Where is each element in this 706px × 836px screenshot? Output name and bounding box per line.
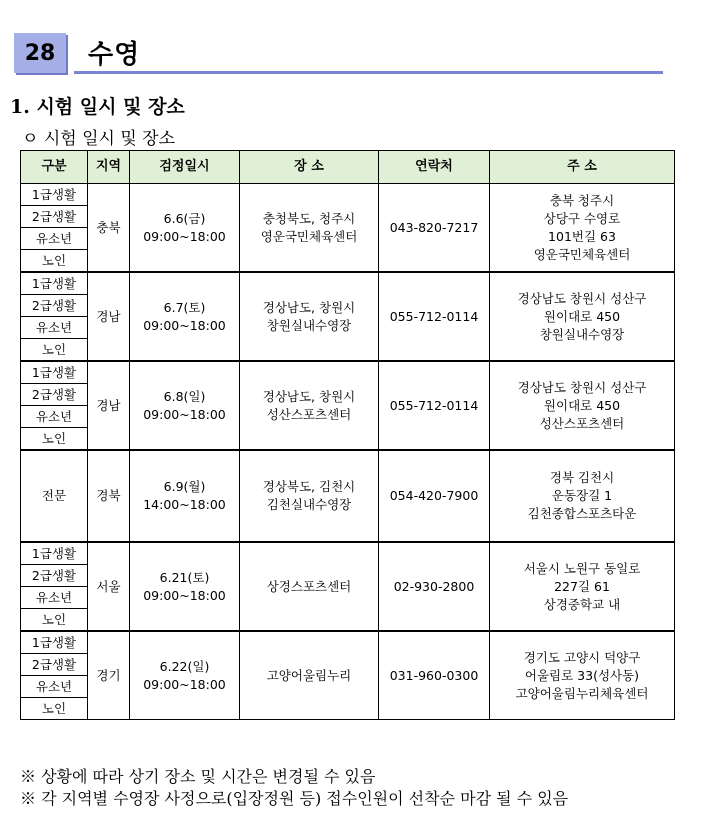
level-cell: 유소년 [21,228,88,250]
level-cell: 노인 [21,339,88,362]
col-header-contact: 연락처 [379,151,490,184]
col-header-datetime: 검정일시 [130,151,240,184]
contact-cell: 031-960-0300 [379,631,490,720]
address-line: 영운국민체육센터 [533,246,631,262]
address-line: 경상남도 창원시 성산구 [517,379,647,395]
region-cell: 충북 [88,184,130,273]
level-cell: 1급생활 [21,361,88,384]
datetime-cell [130,450,240,542]
region-cell: 서울 [88,542,130,631]
exam-time: 14:00~18:00 [143,497,226,512]
address-line: 상당구 수영로 [543,210,621,226]
address-line: 경상남도 창원시 성산구 [517,290,647,306]
level-cell: 노인 [21,250,88,273]
col-header-place: 장 소 [240,151,379,184]
address-cell [490,272,675,361]
address-line: 창원실내수영장 [539,326,625,342]
table-row [21,542,675,565]
level-cell: 유소년 [21,317,88,339]
place-cell [240,184,379,273]
level-cell: 노인 [21,698,88,720]
level-cell: 2급생활 [21,654,88,676]
place-line: 고양어울림누리 [266,667,352,683]
level-cell: 1급생활 [21,542,88,565]
level-cell: 노인 [21,428,88,451]
datetime-cell [130,542,240,631]
level-cell: 2급생활 [21,206,88,228]
place-line: 상경스포츠센터 [266,578,352,594]
level-cell: 2급생활 [21,295,88,317]
col-header-address: 주 소 [490,151,675,184]
exam-time: 09:00~18:00 [143,587,226,603]
table-row [21,450,675,542]
exam-time: 09:00~18:00 [143,228,226,244]
exam-date: 6.7(토) [163,299,206,315]
address-line: 원이대로 450 [543,397,621,413]
place-line: 김천실내수영장 [266,497,352,512]
address-line: 김천종합스포츠타운 [527,506,637,521]
region-cell: 경기 [88,631,130,720]
section-number-badge: 28 [14,33,66,73]
title-underline [74,71,663,74]
address-line: 어울림로 33(성사동) [524,667,640,683]
level-cell: 2급생활 [21,384,88,406]
place-line: 경상남도, 창원시 [262,388,356,404]
col-header-region: 지역 [88,151,130,184]
exam-time: 09:00~18:00 [143,676,226,692]
datetime-cell [130,361,240,450]
address-line: 경기도 고양시 덕양구 [523,649,641,665]
place-line: 경상북도, 김천시 [262,479,356,494]
exam-date: 6.8(일) [163,388,206,404]
page-title: 수영 [88,40,141,70]
level-cell: 1급생활 [21,272,88,295]
contact-cell: 055-712-0114 [379,361,490,450]
address-line: 상경중학교 내 [543,596,621,612]
level-cell: 1급생활 [21,184,88,206]
level-cell: 유소년 [21,587,88,609]
address-line: 충북 청주시 [549,192,615,208]
schedule-table [20,150,675,720]
exam-time: 09:00~18:00 [143,406,226,422]
address-cell [490,631,675,720]
address-line: 경북 김천시 [549,470,615,485]
region-cell: 경남 [88,272,130,361]
place-line: 창원실내수영장 [266,317,352,333]
note-line: ※ 상황에 따라 상기 장소 및 시간은 변경될 수 있음 [20,767,376,786]
level-cell: 2급생활 [21,565,88,587]
address-line: 101번길 63 [548,228,616,244]
contact-cell: 043-820-7217 [379,184,490,273]
datetime-cell [130,184,240,273]
place-line: 영운국민체육센터 [260,228,358,244]
table-header-row [21,151,675,184]
address-line: 성산스포츠센터 [539,415,625,431]
place-cell [240,361,379,450]
level-cell: 1급생활 [21,631,88,654]
exam-date: 6.21(토) [159,569,210,585]
table-row [21,631,675,654]
place-line: 경상남도, 창원시 [262,299,356,315]
level-cell: 유소년 [21,676,88,698]
address-cell [490,450,675,542]
address-line: 원이대로 450 [543,308,621,324]
place-line: 충청북도, 청주시 [262,210,356,226]
section-heading: 1. 시험 일시 및 장소 [10,96,185,118]
contact-cell: 054-420-7900 [379,450,490,542]
table-row [21,361,675,384]
subsection-heading: ㅇ 시험 일시 및 장소 [22,129,175,149]
place-cell [240,542,379,631]
exam-date: 6.6(금) [163,210,206,226]
datetime-cell [130,272,240,361]
table-body [21,184,675,720]
address-cell [490,184,675,273]
level-cell: 전문 [21,450,88,542]
place-cell [240,272,379,361]
col-header-category: 구분 [21,151,88,184]
contact-cell: 02-930-2800 [379,542,490,631]
address-line: 서울시 노원구 동일로 [523,560,641,576]
address-line: 227길 61 [554,578,610,594]
exam-time: 09:00~18:00 [143,317,226,333]
level-cell: 유소년 [21,406,88,428]
place-cell [240,631,379,720]
address-cell [490,542,675,631]
table-row [21,272,675,295]
exam-date: 6.22(일) [159,658,210,674]
contact-cell: 055-712-0114 [379,272,490,361]
address-cell [490,361,675,450]
level-cell: 노인 [21,609,88,632]
place-line: 성산스포츠센터 [266,406,352,422]
place-cell [240,450,379,542]
address-line: 고양어울림누리체육센터 [515,685,649,701]
table-row [21,184,675,206]
address-line: 운동장길 1 [551,488,613,503]
region-cell: 경북 [88,450,130,542]
exam-date: 6.9(월) [163,479,206,494]
region-cell: 경남 [88,361,130,450]
datetime-cell [130,631,240,720]
note-line: ※ 각 지역별 수영장 사정으로(입장정원 등) 접수인원이 선착순 마감 될 수 있음 [20,789,569,808]
